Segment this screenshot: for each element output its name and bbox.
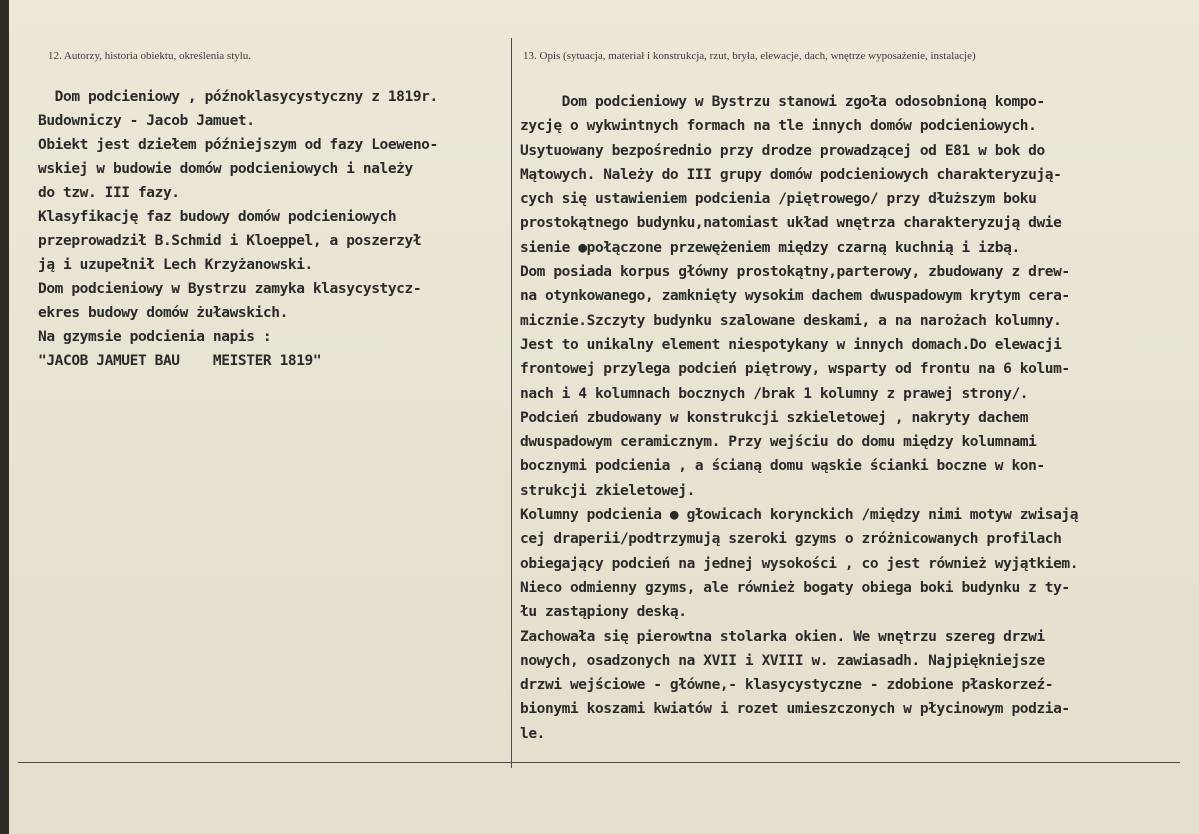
description-text-line: le.	[520, 725, 545, 742]
history-text-line: ekres budowy domów żuławskich.	[38, 305, 288, 321]
description-text-line: bionymi koszami kwiatów i rozet umieszczonych w płycinowym podzia-	[520, 701, 1070, 718]
history-text-line: wskiej w budowie domów podcieniowych i należy	[38, 161, 413, 177]
description-text-line: zycję o wykwintnych formach na tle innych domów podcieniowych.	[520, 118, 1037, 135]
description-text-line: drzwi wejściowe - główne,- klasycystyczne - zdobione płaskorzeź-	[520, 677, 1054, 694]
history-text-line: Na gzymsie podcienia napis :	[38, 329, 272, 345]
description-text-line: łu zastąpiony deską.	[520, 604, 687, 621]
description-text-line: frontowej przylega podcień piętrowy, wsparty od frontu na 6 kolum-	[520, 361, 1070, 378]
description-text-line: Jest to unikalny element niespotykany w innych domach.Do elewacji	[520, 336, 1062, 353]
history-text-column	[38, 85, 528, 373]
description-text-line: na otynkowanego, zamknięty wysokim dachem dwuspadowym krytym cera-	[520, 288, 1070, 305]
description-text-line: Podcień zbudowany w konstrukcji szkieletowej , nakryty dachem	[520, 409, 1029, 426]
history-text-line: "JACOB JAMUET BAU MEISTER 1819"	[38, 353, 322, 369]
description-text-line: nowych, osadzonych na XVII i XVIII w. zawiasadh. Najpiękniejsze	[520, 652, 1045, 669]
description-text-line: obiegający podcień na jednej wysokości , co jest również wyjątkiem.	[520, 555, 1079, 572]
description-text-line: Dom posiada korpus główny prostokątny,parterowy, zbudowany z drew-	[520, 264, 1070, 281]
description-text-line: cej draperii/podtrzymują szeroki gzyms o zróżnicowanych profilach	[520, 531, 1062, 548]
description-text-line: strukcji zkieletowej.	[520, 482, 695, 499]
section-12-header: 12. Autorzy, historia obiektu, określenia stylu.	[48, 50, 252, 62]
bottom-rule	[18, 762, 1180, 763]
description-text-line: bocznymi podcienia , a ścianą domu wąskie ścianki boczne w kon-	[520, 458, 1045, 475]
history-text-line: do tzw. III fazy.	[38, 185, 180, 201]
history-text-line: Dom podcieniowy , późnoklasycystyczny z 1819r.	[38, 89, 438, 105]
description-text-line: Kolumny podcienia ● głowicach korynckich /między nimi motyw zwisają	[520, 507, 1079, 524]
description-text-column	[520, 90, 1192, 746]
history-text-line: Obiekt jest dziełem późniejszym od fazy Loeweno-	[38, 137, 438, 153]
description-text-line: prostokątnego budynku,natomiast układ wnętrza charakteryzują dwie	[520, 215, 1062, 232]
description-text-line: Nieco odmienny gzyms, ale również bogaty obiega boki budynku z ty-	[520, 579, 1070, 596]
description-text-line: Usytuowany bezpośrednio przy drodze prowadzącej od E81 w bok do	[520, 142, 1045, 159]
history-text-line: ją i uzupełnił Lech Krzyżanowski.	[38, 257, 313, 273]
history-text-line: Budowniczy - Jacob Jamuet.	[38, 113, 255, 129]
description-text-line: Dom podcieniowy w Bystrzu stanowi zgoła odosobnioną kompo-	[520, 94, 1045, 110]
history-text-line: przeprowadził B.Schmid i Kloeppel, a poszerzył	[38, 233, 422, 249]
description-text-line: sienie ●połączone przewężeniem między czarną kuchnią i izbą.	[520, 239, 1020, 256]
history-text-line: Dom podcieniowy w Bystrzu zamyka klasycystycz-	[38, 281, 422, 297]
history-text-line: Klasyfikację faz budowy domów podcieniowych	[38, 209, 397, 225]
description-text-line: nach i 4 kolumnach bocznych /brak 1 kolumny z prawej strony/.	[520, 385, 1029, 402]
section-13-header: 13. Opis (sytuacja, materiał i konstrukcja, rzut, bryła, elewacje, dach, wnętrze wyposażenie, instalacje)	[523, 50, 976, 62]
description-text-line: Zachowała się pierowtna stolarka okien. We wnętrzu szereg drzwi	[520, 628, 1045, 645]
description-text-line: micznie.Szczyty budynku szalowane deskami, a na narożach kolumny.	[520, 312, 1062, 329]
description-text-line: dwuspadowym ceramicznym. Przy wejściu do domu między kolumnami	[520, 434, 1037, 451]
page-edge	[0, 0, 9, 834]
description-text-line: cych się ustawieniem podcienia /piętrowego/ przy dłuższym boku	[520, 191, 1037, 208]
description-text-line: Mątowych. Należy do III grupy domów podcieniowych charakteryzują-	[520, 166, 1062, 183]
